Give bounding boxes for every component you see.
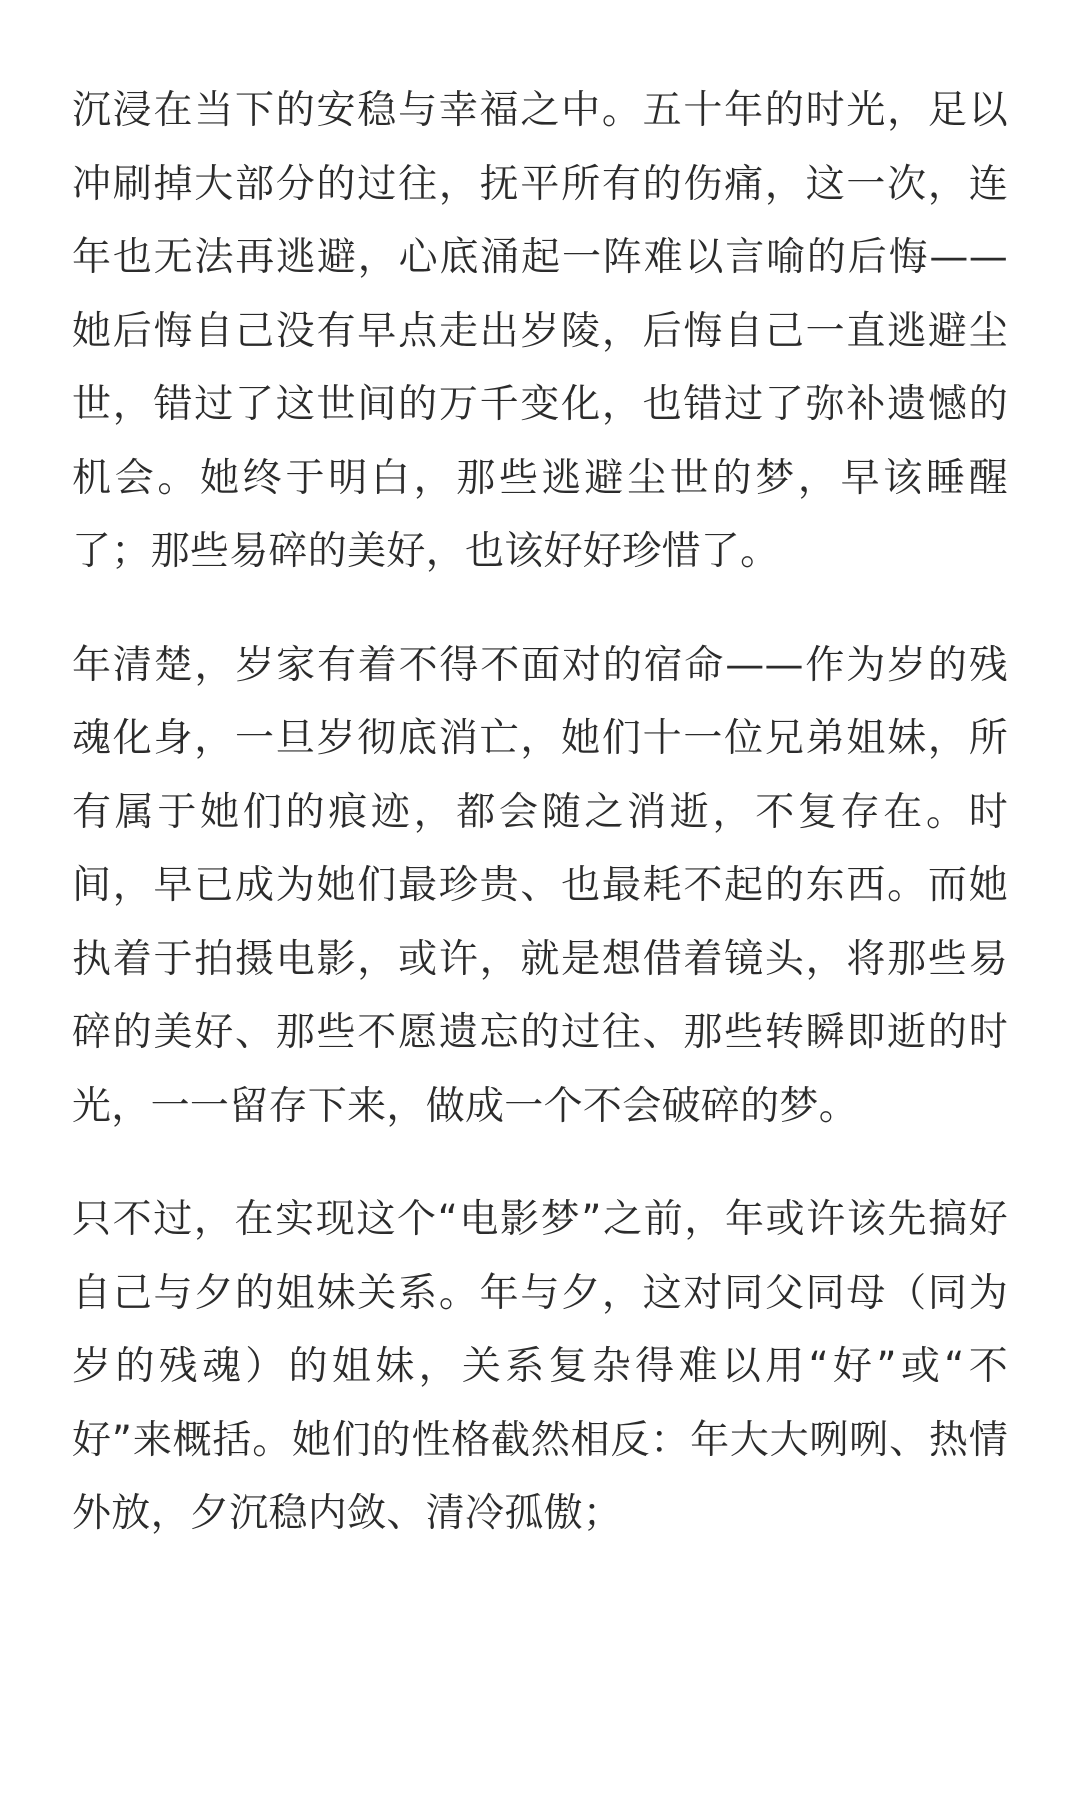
paragraph-3: 只不过，在实现这个“电影梦”之前，年或许该先搞好自己与夕的姐妹关系。年与夕，这对同父同母（同为岁的残魂）的姐妹，关系复杂得难以用“好”或“不好”来概括。她们的性格截然相反：年大大咧咧、热情外放，夕沉稳内敛、清冷孤傲； [72, 1197, 1008, 1536]
paragraph-1: 沉浸在当下的安稳与幸福之中。五十年的时光，足以冲刷掉大部分的过往，抚平所有的伤痛，这一次，连年也无法再逃避，心底涌起一阵难以言喻的后悔——她后悔自己没有早点走出岁陵，后悔自己一直逃避尘世，错过了这世间的万千变化，也错过了弥补遗憾的机会。她终于明白，那些逃避尘世的梦，早该睡醒了；那些易碎的美好，也该好好珍惜了。 [72, 88, 1008, 574]
paragraph-2: 年清楚，岁家有着不得不面对的宿命——作为岁的残魂化身，一旦岁彻底消亡，她们十一位兄弟姐妹，所有属于她们的痕迹，都会随之消逝，不复存在。时间，早已成为她们最珍贵、也最耗不起的东西。而她执着于拍摄电影，或许，就是想借着镜头，将那些易碎的美好、那些不愿遗忘的过往、那些转瞬即逝的时光，一一留存下来，做成一个不会破碎的梦。 [72, 642, 1008, 1129]
article-body [72, 74, 1008, 1551]
